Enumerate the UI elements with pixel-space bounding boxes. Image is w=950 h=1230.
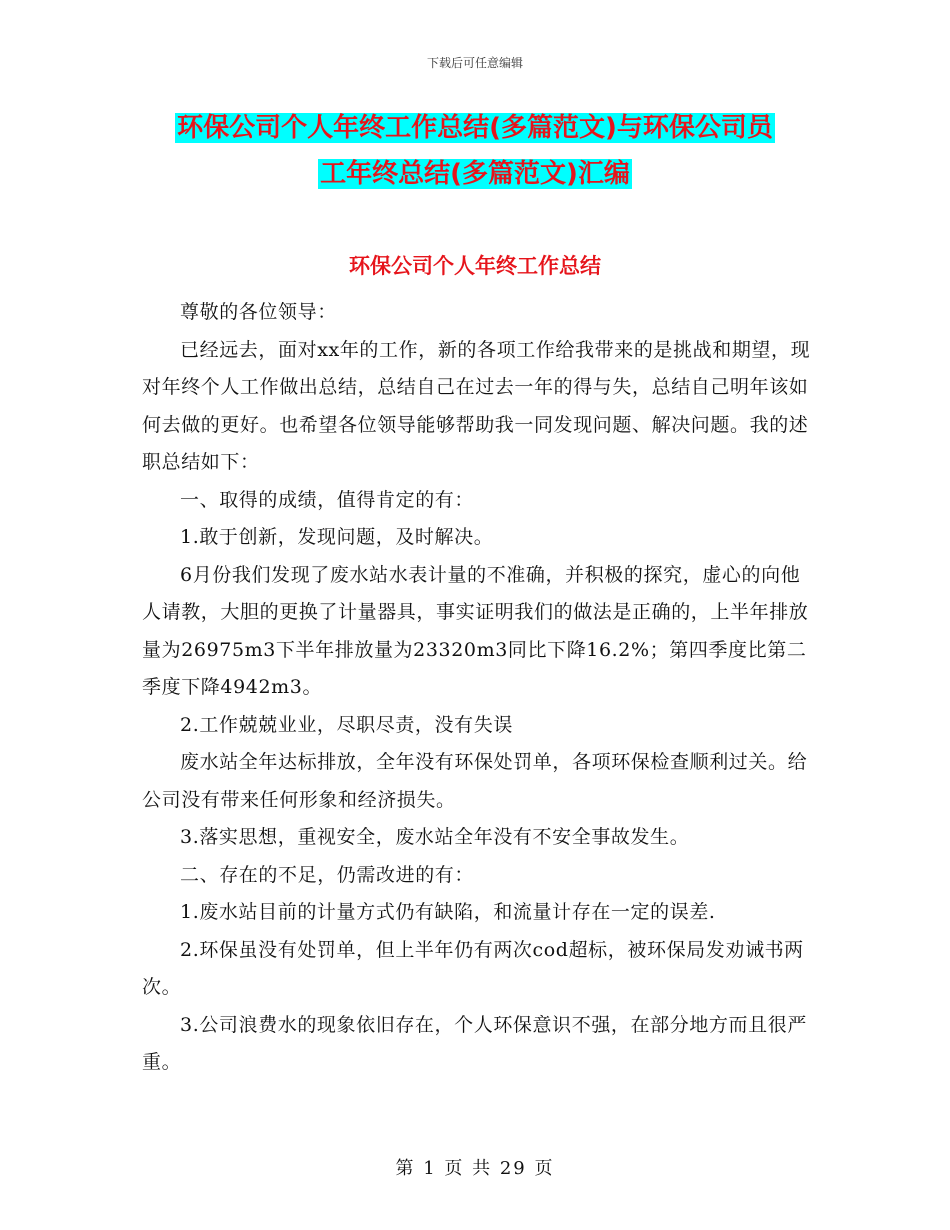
paragraph-salutation: 尊敬的各位领导： xyxy=(180,301,337,323)
header-note: 下载后可任意编辑 xyxy=(426,56,523,70)
document-title-line-1 xyxy=(0,112,950,144)
paragraph-intro: 已经远去，面对xx年的工作，新的各项工作给我带来的是挑战和期望，现对年终个人工作做出总结，总结自己在过去一年的得与失，总结自己明年该如何去做的更好。也希望各位领导能够帮助我一同发现问题、解决问题。我的述职总结如下： xyxy=(142,338,811,473)
document-title-line-2-text: 工年终总结(多篇范文)汇编 xyxy=(320,159,630,189)
heading-achievements: 一、取得的成绩，值得肯定的有： xyxy=(180,488,475,511)
item-achievement-3: 3.落实思想，重视安全，废水站全年没有不安全事故发生。 xyxy=(180,826,690,848)
document-body xyxy=(142,294,812,1082)
paragraph-achievement-2-detail: 废水站全年达标排放，全年没有环保处罚单，各项环保检查顺利过关。给公司没有带来任何形象和经济损失。 xyxy=(142,751,808,811)
document-title-line-1-text: 环保公司个人年终工作总结(多篇范文)与环保公司员 xyxy=(177,113,773,143)
item-shortcoming-3: 3.公司浪费水的现象依旧存在，个人环保意识不强，在部分地方而且很严重。 xyxy=(142,1013,807,1073)
item-achievement-2: 2.工作兢兢业业，尽职尽责，没有失误 xyxy=(180,713,513,736)
item-achievement-1: 1.敢于创新，发现问题，及时解决。 xyxy=(180,526,494,548)
page-number: 第 1 页 共 29 页 xyxy=(395,1158,555,1179)
paragraph-achievement-1-detail: 6月份我们发现了废水站水表计量的不准确，并积极的探究，虚心的向他人请教，大胆的更换了计量器具，事实证明我们的做法是正确的，上半年排放量为26975m3下半年排放量为23320m3同比下降16.2%；第四季度比第二季度下降4942m3。 xyxy=(142,563,809,698)
item-shortcoming-2: 2.环保虽没有处罚单，但上半年仍有两次cod超标，被环保局发劝诫书两次。 xyxy=(142,938,804,998)
section-title: 环保公司个人年终工作总结 xyxy=(349,254,601,278)
document-title-line-2 xyxy=(0,158,950,190)
heading-shortcomings: 二、存在的不足，仍需改进的有： xyxy=(180,863,475,886)
item-shortcoming-1: 1.废水站目前的计量方式仍有缺陷，和流量计存在一定的误差. xyxy=(180,901,716,923)
